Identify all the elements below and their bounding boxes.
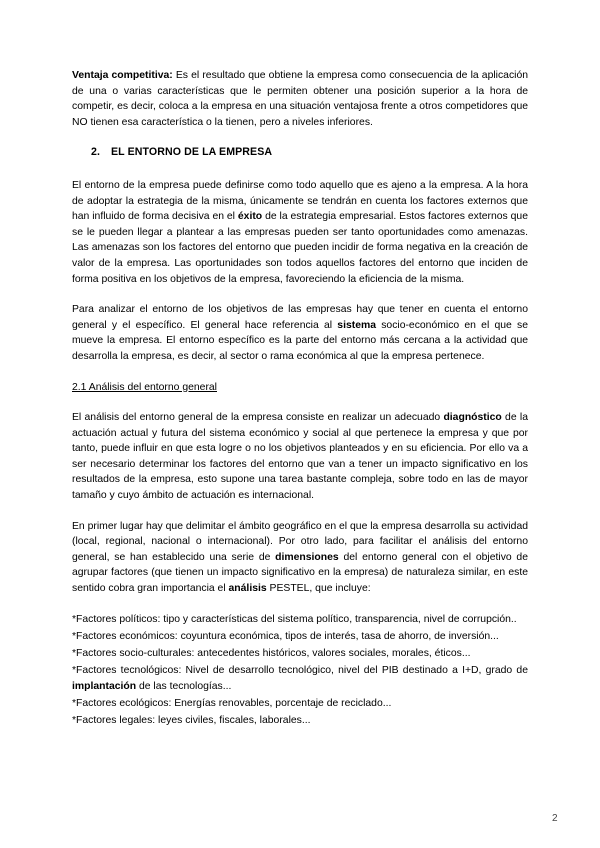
factor-ecologicos: *Factores ecológicos: Energías renovables, porcentaje de reciclado... xyxy=(72,697,392,709)
paragraph-text: *Factores tecnológicos: Nivel de desarrollo tecnológico, nivel del PIB destinado a I+D, grado de xyxy=(72,664,528,676)
bold-term: sistema xyxy=(337,319,376,331)
paragraph-ventaja-competitiva xyxy=(72,68,528,130)
factor-socio-culturales: *Factores socio-culturales: antecedentes históricos, valores sociales, morales, éticos... xyxy=(72,647,471,659)
bold-term: implantación xyxy=(72,680,137,692)
paragraph-text: En primer lugar hay que delimitar el ámbito geográfico en el que la empresa desarrolla su actividad (local, regional, nacional o internacional). Por otro lado, para facilitar el análisis del entorno general, se han establecido una serie de xyxy=(72,520,528,563)
paragraph-text: El entorno de la empresa puede definirse como todo aquello que es ajeno a la empresa. A la hora de adoptar la estrategia de la misma, únicamente se tendrán en cuenta los factores externos que han influido de forma decisiva en el xyxy=(72,179,528,223)
bold-term: dimensiones xyxy=(275,551,339,563)
section-number: 2. xyxy=(91,146,101,159)
bold-term: diagnóstico xyxy=(443,412,502,424)
paragraph-text: del entorno general con el objetivo de agrupar factores (que tienen un impacto significativo en la empresa) de naturaleza similar, en este sentido cobra gran importancia el xyxy=(72,551,528,595)
bold-term: análisis xyxy=(228,583,267,595)
paragraph-text: Es el resultado que obtiene la empresa como consecuencia de la aplicación de una o varias características que le permiten obtener una posición superior a la hora de competir, es decir, coloca a la empresa en una situación ventajosa frente a otros competidores que NO tienen esa característica o la tienen, pero a niveles inferiores. xyxy=(72,70,529,128)
paragraph-text: PESTEL, que incluye: xyxy=(266,583,371,595)
term-ventaja-competitiva: Ventaja competitiva: xyxy=(72,70,173,81)
factor-tecnologicos xyxy=(72,663,528,694)
bold-term: éxito xyxy=(237,211,263,223)
subsection-heading: 2.1 Análisis del entorno general xyxy=(72,381,217,393)
paragraph-text: El análisis del entorno general de la empresa consiste en realizar un adecuado xyxy=(72,412,444,424)
factor-politicos: *Factores políticos: tipo y características del sistema político, transparencia, nivel de corrupción.. xyxy=(72,613,517,625)
factor-legales: *Factores legales: leyes civiles, fiscales, laborales... xyxy=(72,714,311,726)
paragraph-text: de las tecnologías... xyxy=(136,680,232,692)
paragraph-text: socio-económico en el que se mueve la empresa. El entorno específico es la parte del entorno más cercana a la actividad que desarrolla la empresa, es decir, al sector o rama económica al que la empresa pertenece. xyxy=(72,319,529,362)
paragraph-analisis xyxy=(72,410,528,504)
section-title: EL ENTORNO DE LA EMPRESA xyxy=(111,146,273,159)
section-heading xyxy=(91,145,528,161)
document-page xyxy=(72,68,528,730)
pestel-factor-list xyxy=(72,612,528,729)
paragraph-text: de la estrategia empresarial. Estos factores externos que se le pueden llegar a plantear a las empresas pueden ser tanto oportunidades como amenazas. Las amenazas son los factores del entorno que pueden incidir de forma negativa en la creación de valor de la empresa. Las oportunidades son todos aquellos factores del entorno que inciden de forma positiva en los objetivos de la empresa, favoreciendo la eficiencia de la misma. xyxy=(72,211,528,285)
factor-economicos: *Factores económicos: coyuntura económica, tipos de interés, tasa de ahorro, de inversión... xyxy=(72,630,499,642)
page-number: 2 xyxy=(552,813,558,824)
paragraph-primer-lugar xyxy=(72,519,528,597)
paragraph-text: de la actuación actual y futura del sistema económico y social al que pertenece la empresa y que por tanto, puede influir en que esta logre o no los objetivos planteados y en su eficiencia. Por ello va a ser necesario determinar los factores del entorno que van a tener un impacto significativo en los resultados de la empresa, esto supone una tarea bastante compleja, sobre todo en las de mayor tamaño y cuyo ámbito de actuación es internacional. xyxy=(72,412,528,502)
paragraph-entorno xyxy=(72,178,528,287)
paragraph-text: Para analizar el entorno de los objetivos de las empresas hay que tener en cuenta el entorno general y el específico. El general hace referencia al xyxy=(72,304,528,331)
paragraph-analizar xyxy=(72,302,528,364)
